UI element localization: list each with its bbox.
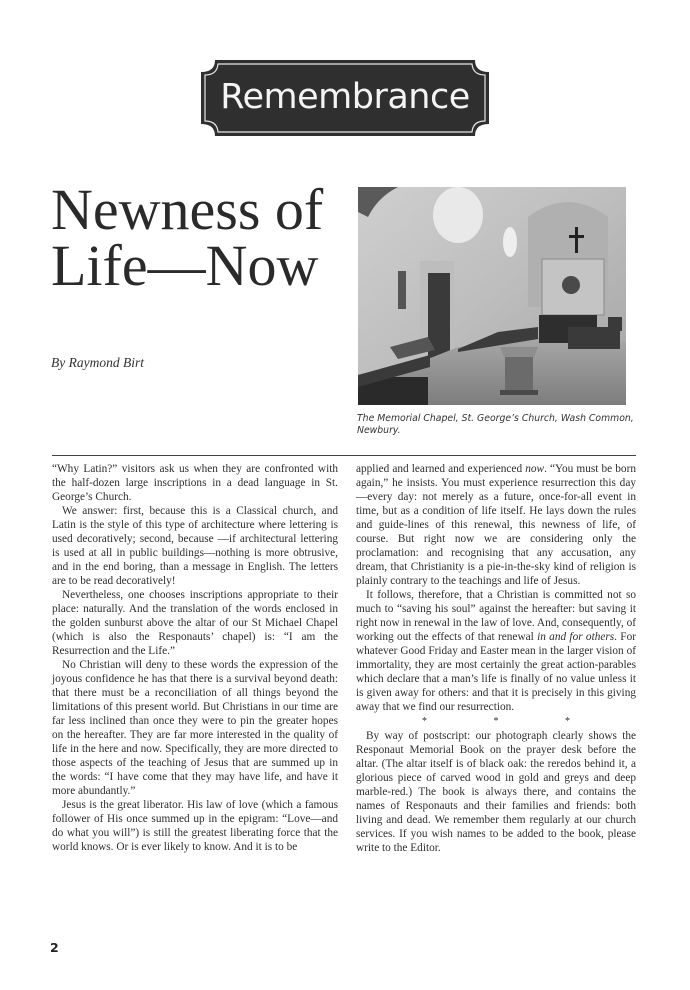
article-title-line-1: Newness of (51, 177, 324, 242)
body-paragraph (356, 462, 636, 588)
emphasis-text: now (525, 463, 545, 475)
chapel-photo-image (358, 187, 632, 405)
section-divider (52, 455, 636, 456)
body-paragraph: By way of postscript: our photograph clearly shows the Responaut Memorial Book on the prayer desk before the altar. (The altar itself is of black oak: the reredos behind it, a glorious piece of carved wood in gold and greys and deep marble-red.) The book is always there, and contains the names of Responauts and their families and friends: both living and dead. We remember them regularly at our church services. If you wish names to be added to the book, please write to the Editor. (356, 730, 636, 854)
body-column-right (356, 462, 636, 855)
emphasis-text: in and for others (537, 631, 615, 643)
body-paragraph: “Why Latin?” visitors ask us when they are confronted with the half-dozen large inscriptions in a dead language in St. George’s Church. (52, 463, 338, 503)
body-paragraph: Jesus is the great liberator. His law of love (which a famous follower of His once summed up in the epigram: “Love—and do what you will”) is still the greatest liberating force that the world knows. Or is ever likely to know. And it is to be (52, 799, 338, 853)
section-separator: * * * (422, 716, 602, 727)
section-banner-label: Remembrance (220, 76, 470, 117)
body-text: . “You must be born again,” he insists. You must experience resurrection this day—every day: not merely as a future, once-for-all event in time, but as a condition of life itself. He lays down the rules and guide-lines of this renewal, this newness of life, of course. But right now we are considering only the proclamation: and recognising that any accusation, any dream, that Christianity is a pie-in-the-sky kind of religion is plainly contrary to the teachings and life of Jesus. (356, 463, 636, 587)
body-text: . For whatever Good Friday and Easter mean in the larger vision of immortality, they are most certainly the great action-parables which declare that a man’s life is finally of no value unless it is given away for others: and that it is precisely in this giving away that we find our resurrection. (356, 631, 637, 713)
article-title-line-2: Life—Now (51, 233, 319, 298)
body-paragraph (356, 588, 636, 714)
chapel-photo (358, 187, 632, 405)
body-paragraph: We answer: first, because this is a Classical church, and Latin is the style of this type of architecture where lettering is used decoratively; second, because —if architectural lettering is used at all in public buildings—nothing is more obtrusive, and in the end boring, than a message in English. The letters are to be read decoratively! (52, 505, 338, 587)
page-number: 2 (50, 940, 59, 955)
article-byline: By Raymond Birt (51, 355, 144, 370)
body-column-left (52, 462, 338, 854)
photo-caption: The Memorial Chapel, St. George’s Church, Wash Common, Newbury. (357, 413, 634, 436)
section-banner (201, 60, 489, 136)
article-title (51, 177, 324, 298)
body-text: It follows, therefore, that a Christian is committed not so much to “saving his soul” against the hereafter: but saving it right now in renewal in the law of love. And, consequently, of working out the effects of that renewal (356, 589, 636, 643)
body-text: applied and learned and experienced (356, 463, 526, 475)
body-paragraph: Nevertheless, one chooses inscriptions appropriate to their place: naturally. And the translation of the words enclosed in the golden sunburst above the altar of our St Michael Chapel (which is also the Responauts’ chapel) is: “I am the Resurrection and the Life.” (52, 589, 338, 657)
body-paragraph: No Christian will deny to these words the expression of the joyous confidence he has that there is a survival beyond death: that there must be a reconciliation of all things beyond the limitations of this present world. But Christians in our time are far less inclined than once they were to pin the greater hopes on the hereafter. They are far more interested in the quality of life in the here and now. Specifically, they are more directed to those aspects of the teaching of Jesus that are summed up in the words: “I have come that they may have life, and have it more abundantly.” (52, 659, 338, 797)
